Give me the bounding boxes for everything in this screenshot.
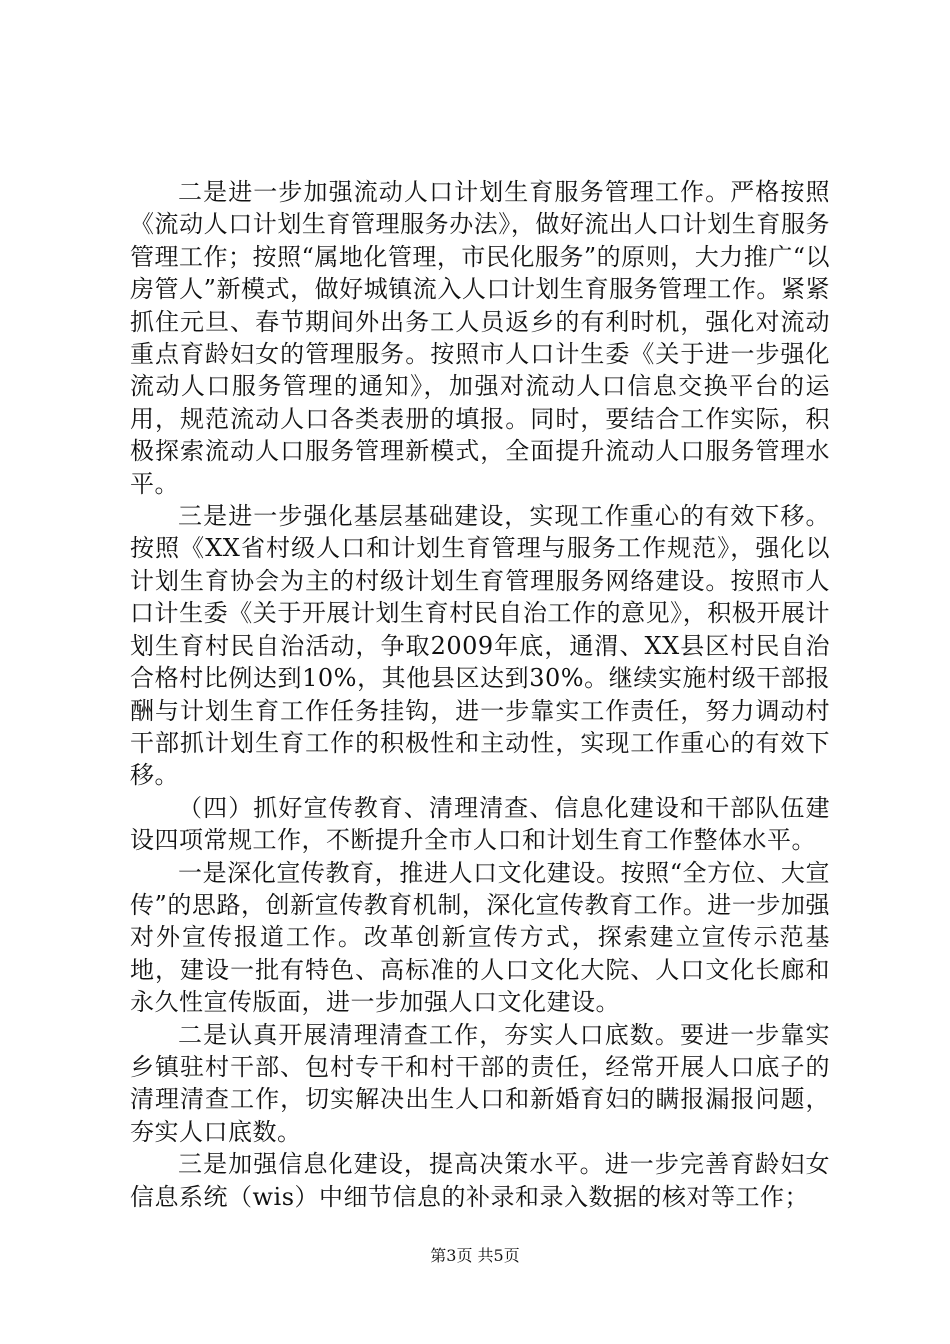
paragraph-informatization: 三是加强信息化建设，提高决策水平。进一步完善育龄妇女信息系统（wis）中细节信息的补录和录入数据的核对等工作； (130, 1150, 830, 1211)
document-body (130, 176, 830, 1213)
paragraph-publicity-education: 一是深化宣传教育，推进人口文化建设。按照“全方位、大宣传”的思路，创新宣传教育机制，深化宣传教育工作。进一步加强对外宣传报道工作。改革创新宣传方式，探索建立宣传示范基地，建设一批有特色、高标准的人口文化大院、人口文化长廊和永久性宣传版面，进一步加强人口文化建设。 (130, 858, 830, 1017)
paragraph-cleanup-check: 二是认真开展清理清查工作，夯实人口底数。要进一步靠实乡镇驻村干部、包村专干和村干部的责任，经常开展人口底子的清理清查工作，切实解决出生人口和新婚育妇的瞒报漏报问题，夯实人口底数。 (130, 1020, 830, 1146)
paragraph-floating-population: 二是进一步加强流动人口计划生育服务管理工作。严格按照《流动人口计划生育管理服务办法》，做好流出人口计划生育服务管理工作；按照“属地化管理，市民化服务”的原则，大力推广“以房管人”新模式，做好城镇流入人口计划生育服务管理工作。紧紧抓住元旦、春节期间外出务工人员返乡的有利时机，强化对流动重点育龄妇女的管理服务。按照市人口计生委《关于进一步强化流动人口服务管理的通知》，加强对流动人口信息交换平台的运用，规范流动人口各类表册的填报。同时，要结合工作实际，积极探索流动人口服务管理新模式，全面提升流动人口服务管理水平。 (130, 178, 830, 498)
page-footer: 第3页 共5页 (430, 1246, 520, 1265)
paragraph-section-four-heading: （四）抓好宣传教育、清理清查、信息化建设和干部队伍建设四项常规工作，不断提升全市人口和计划生育工作整体水平。 (130, 793, 830, 855)
paragraph-grassroots-construction: 三是进一步强化基层基础建设，实现工作重心的有效下移。按照《XX省村级人口和计划生育管理与服务工作规范》，强化以计划生育协会为主的村级计划生育管理服务网络建设。按照市人口计生委《关于开展计划生育村民自治工作的意见》，积极开展计划生育村民自治活动，争取2009年底，通渭、XX县区村民自治合格村比例达到10%，其他县区达到30%。继续实施村级干部报酬与计划生育工作任务挂钩，进一步靠实工作责任，努力调动村干部抓计划生育工作的积极性和主动性，实现工作重心的有效下移。 (130, 502, 830, 790)
